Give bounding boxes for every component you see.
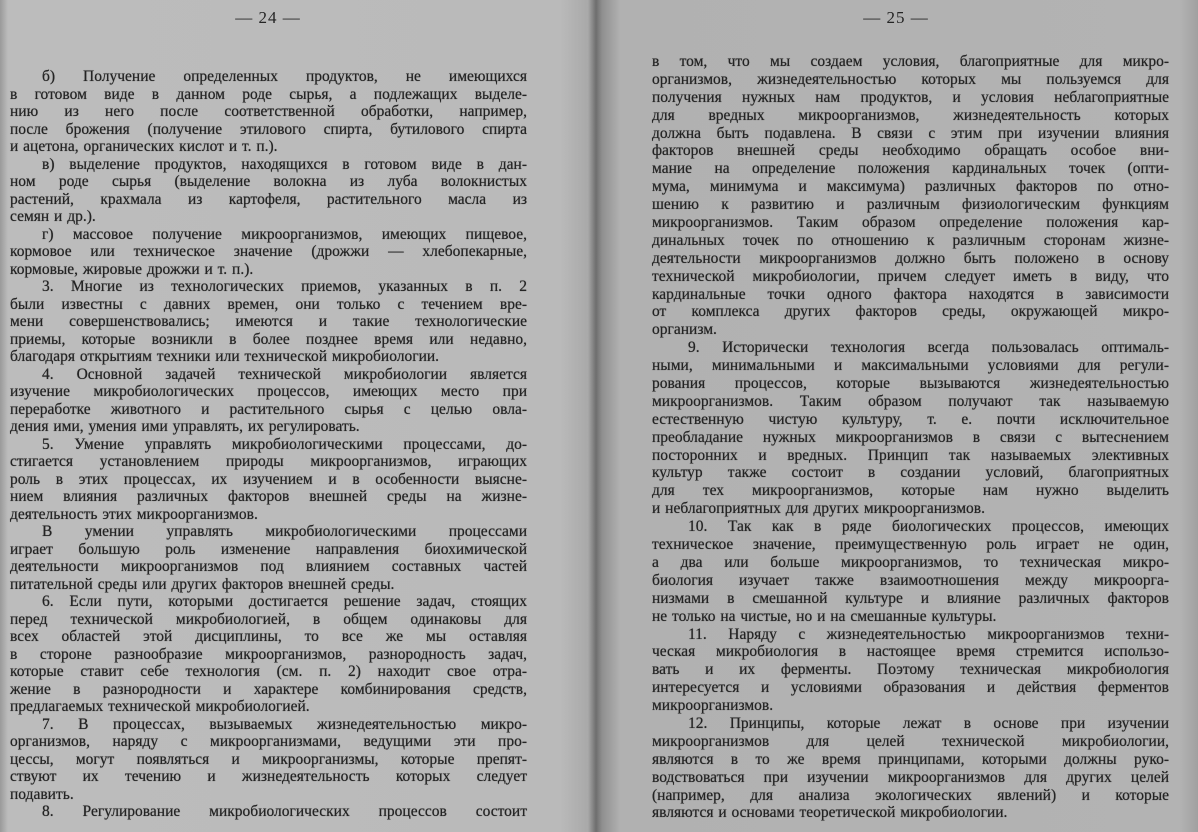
- text-line: после брожения (получение этилового спирта, бутилового спирта: [10, 120, 527, 138]
- text-line: 9. Исторически технология всегда пользовалась оптималь-: [688, 339, 1169, 357]
- text-line: питательной среды или других факторов внешней среды.: [10, 575, 395, 593]
- text-line: организмов, жизнедеятельностью которых мы пользуемся для: [652, 70, 1169, 88]
- text-line: 12. Принципы, которые лежат в основе при изучении: [688, 714, 1169, 732]
- paragraph: [10, 436, 527, 524]
- paragraph: [652, 518, 1169, 625]
- text-line: мума, минимума и максимума) различных факторов по отно-: [652, 178, 1169, 196]
- paragraph: [652, 626, 1169, 715]
- text-line: являются в то же время принципами, которыми должны руко-: [652, 750, 1169, 768]
- text-line: для вредных микроорганизмов, жизнедеятельность которых: [652, 106, 1169, 124]
- text-line: а два или больше микроорганизмов, то техническая микро-: [652, 553, 1169, 571]
- text-line: роль в этих процессах, их изучением и в особенности выясне-: [10, 470, 527, 488]
- text-line: стигается установлением природы микроорганизмов, играющих: [10, 453, 527, 470]
- paragraph: [10, 68, 527, 156]
- text-line: организм.: [652, 321, 717, 339]
- text-line: ствуют их течению и жизнедеятельность которых следует: [10, 768, 527, 785]
- text-line: в готовом виде в данном роде сырья, а подлежащих выделе-: [10, 85, 527, 103]
- text-line: деятельность этих микроорганизмов.: [10, 505, 258, 523]
- text-line: цессы, могут появляться и микроорганизмы, которые препят-: [10, 750, 527, 768]
- page-number: — 24 —: [235, 8, 301, 27]
- text-line: культур также состоит в создании условий, благоприятных: [652, 464, 1169, 482]
- text-line: кормовые, жировые дрожжи и т. п.).: [10, 260, 254, 278]
- text-line: не только на чистые, но и на смешанные культуры.: [652, 607, 997, 625]
- text-line: всех областей этой дисциплины, то все же мы оставляя: [10, 628, 527, 645]
- page-text: [652, 53, 1169, 822]
- text-line: рования процессов, которые вызываются жизнедеятельностью: [652, 375, 1169, 393]
- paragraph: [10, 803, 527, 821]
- text-line: В умении управлять микробиологическими процессами: [42, 523, 527, 540]
- text-line: должна быть подавлена. В связи с этим при изучении влияния: [652, 124, 1169, 142]
- text-line: растений, крахмала из картофеля, растительного масла из: [10, 190, 527, 208]
- text-line: биология изучает также взаимоотношения между микроорга-: [652, 571, 1169, 589]
- paragraph: [652, 53, 1169, 339]
- text-line: благодаря открытиям техники или технической микробиологии.: [10, 348, 440, 365]
- text-line: для тех микроорганизмов, которые нам нужно выделить: [652, 482, 1169, 500]
- text-line: дения ими, умения ими управлять, их регулировать.: [10, 418, 360, 435]
- text-line: деятельности микроорганизмов должно быть положено в основу: [652, 249, 1169, 267]
- text-line: естественную чистую культуру, т. е. почти исключительное: [652, 410, 1169, 428]
- text-line: перед технической микробиологией, в общем одинаковы для: [10, 610, 527, 628]
- text-line: кардинальные точки одного фактора находятся в зависимости: [652, 285, 1169, 303]
- text-line: 10. Так как в ряде биологических процессов, имеющих: [688, 518, 1169, 536]
- text-line: ными, минимальными и максимальными условиями для регули-: [652, 357, 1169, 375]
- text-line: организмов, наряду с микроорганизмами, ведущими эти про-: [10, 733, 527, 750]
- text-line: микроорганизмов. Таким образом определение положения кар-: [652, 214, 1169, 232]
- text-line: нию из него после соответственной обработки, например,: [10, 103, 527, 120]
- text-line: играет большую роль изменение направления биохимической: [10, 540, 527, 558]
- text-line: в стороне разнообразие микроорганизмов, разнородность задач,: [10, 645, 527, 663]
- text-line: г) массовое получение микроорганизмов, имеющих пищевое,: [42, 225, 527, 243]
- text-line: от комплекса других факторов среды, окружающей микро-: [652, 303, 1169, 321]
- text-line: б) Получение определенных продуктов, не имеющихся: [42, 68, 527, 85]
- text-line: получения нужных нам продуктов, и условия неблагоприятные: [652, 88, 1169, 106]
- paragraph: [10, 156, 527, 226]
- paragraph: [652, 339, 1169, 518]
- paragraph: [10, 366, 527, 436]
- text-line: деятельности микроорганизмов под влиянием составных частей: [10, 558, 527, 575]
- text-line: шению к развитию и различным физиологическим функциям: [652, 196, 1169, 214]
- text-line: микроорганизмов для целей технической микробиологии,: [652, 732, 1169, 750]
- text-line: 4. Основной задачей технической микробиологии является: [42, 365, 527, 383]
- page-right: [600, 0, 1198, 832]
- text-line: кормовое или техническое значение (дрожжи — хлебопекарные,: [10, 243, 527, 260]
- text-line: и ацетона, органических кислот и т. п.).: [10, 138, 278, 155]
- text-line: переработке животного и растительного сырья с целью овла-: [10, 400, 527, 418]
- text-line: 7. В процессах, вызываемых жизнедеятельностью микро-: [42, 715, 527, 733]
- text-line: 3. Многие из технологических приемов, указанных в п. 2: [42, 278, 527, 295]
- text-line: вать и их ферменты. Поэтому техническая микробиология: [652, 661, 1169, 679]
- text-line: мание на определение положения кардинальных точек (опти-: [652, 160, 1169, 178]
- text-line: нием влияния различных факторов внешней среды на жизне-: [10, 488, 527, 505]
- page-text: [10, 68, 527, 821]
- paragraph: [10, 593, 527, 716]
- text-line: являются и основами теоретической микробиологии.: [652, 804, 1008, 822]
- page-number: — 25 —: [863, 8, 929, 27]
- text-line: посторонних и вредных. Принцип так называемых элективных: [652, 446, 1169, 464]
- text-line: водствоваться при изучении микроорганизмов для других целей: [652, 768, 1169, 786]
- text-line: были известны с давних времен, они только с течением вре-: [10, 295, 527, 313]
- text-line: подавить.: [10, 785, 74, 803]
- paragraph: [10, 226, 527, 279]
- text-line: технической микробиологии, причем следует иметь в виду, что: [652, 267, 1169, 285]
- text-line: 5. Умение управлять микробиологическими процессами, до-: [42, 435, 527, 453]
- text-line: динальных точек по отношению к различным сторонам жизне-: [652, 231, 1169, 249]
- text-line: в том, что мы создаем условия, благоприятные для микро-: [652, 53, 1169, 70]
- text-line: 6. Если пути, которыми достигается решение задач, стоящих: [42, 593, 527, 610]
- paragraph: [10, 523, 527, 593]
- text-line: микроорганизмов.: [652, 697, 774, 715]
- text-line: изучение микробиологических процессов, имеющих место при: [10, 383, 527, 400]
- paragraph: [10, 716, 527, 804]
- text-line: и неблагоприятных для других микроорганизмов.: [652, 500, 985, 518]
- text-line: низмами в смешанной культуре и влияние различных факторов: [652, 589, 1169, 607]
- text-line: (например, для анализа экологических явлений) и которые: [652, 786, 1169, 804]
- text-line: факторов внешней среды необходимо обращать особое вни-: [652, 142, 1169, 160]
- page-left: [0, 0, 596, 832]
- text-line: жение в разнородности и характере комбинирования средств,: [10, 680, 527, 698]
- text-line: 11. Наряду с жизнедеятельностью микроорганизмов техни-: [688, 625, 1169, 643]
- text-line: ческая микробиология в настоящее время стремится использо-: [652, 643, 1169, 661]
- text-line: предлагаемых технической микробиологией.: [10, 698, 310, 715]
- text-line: мени совершенствовались; имеются и такие технологические: [10, 313, 527, 330]
- text-line: преобладание нужных микроорганизмов в связи с вытеснением: [652, 428, 1169, 446]
- text-line: техническое значение, преимущественную роль играет не один,: [652, 536, 1169, 554]
- text-line: ном роде сырья (выделение волокна из луба волокнистых: [10, 173, 527, 190]
- text-line: семян и др.).: [10, 208, 96, 225]
- text-line: которые ставит себе технология (см. п. 2) находит свое отра-: [10, 663, 527, 680]
- text-line: приемы, которые возникли в более позднее время или недавно,: [10, 330, 527, 348]
- text-line: микроорганизмов. Таким образом получают так называемую: [652, 392, 1169, 410]
- paragraph: [652, 715, 1169, 822]
- paragraph: [10, 278, 527, 366]
- text-line: 8. Регулирование микробиологических процессов состоит: [42, 803, 527, 820]
- text-line: интересуется и условиями образования и действия ферментов: [652, 679, 1169, 697]
- text-line: в) выделение продуктов, находящихся в готовом виде в дан-: [42, 155, 527, 173]
